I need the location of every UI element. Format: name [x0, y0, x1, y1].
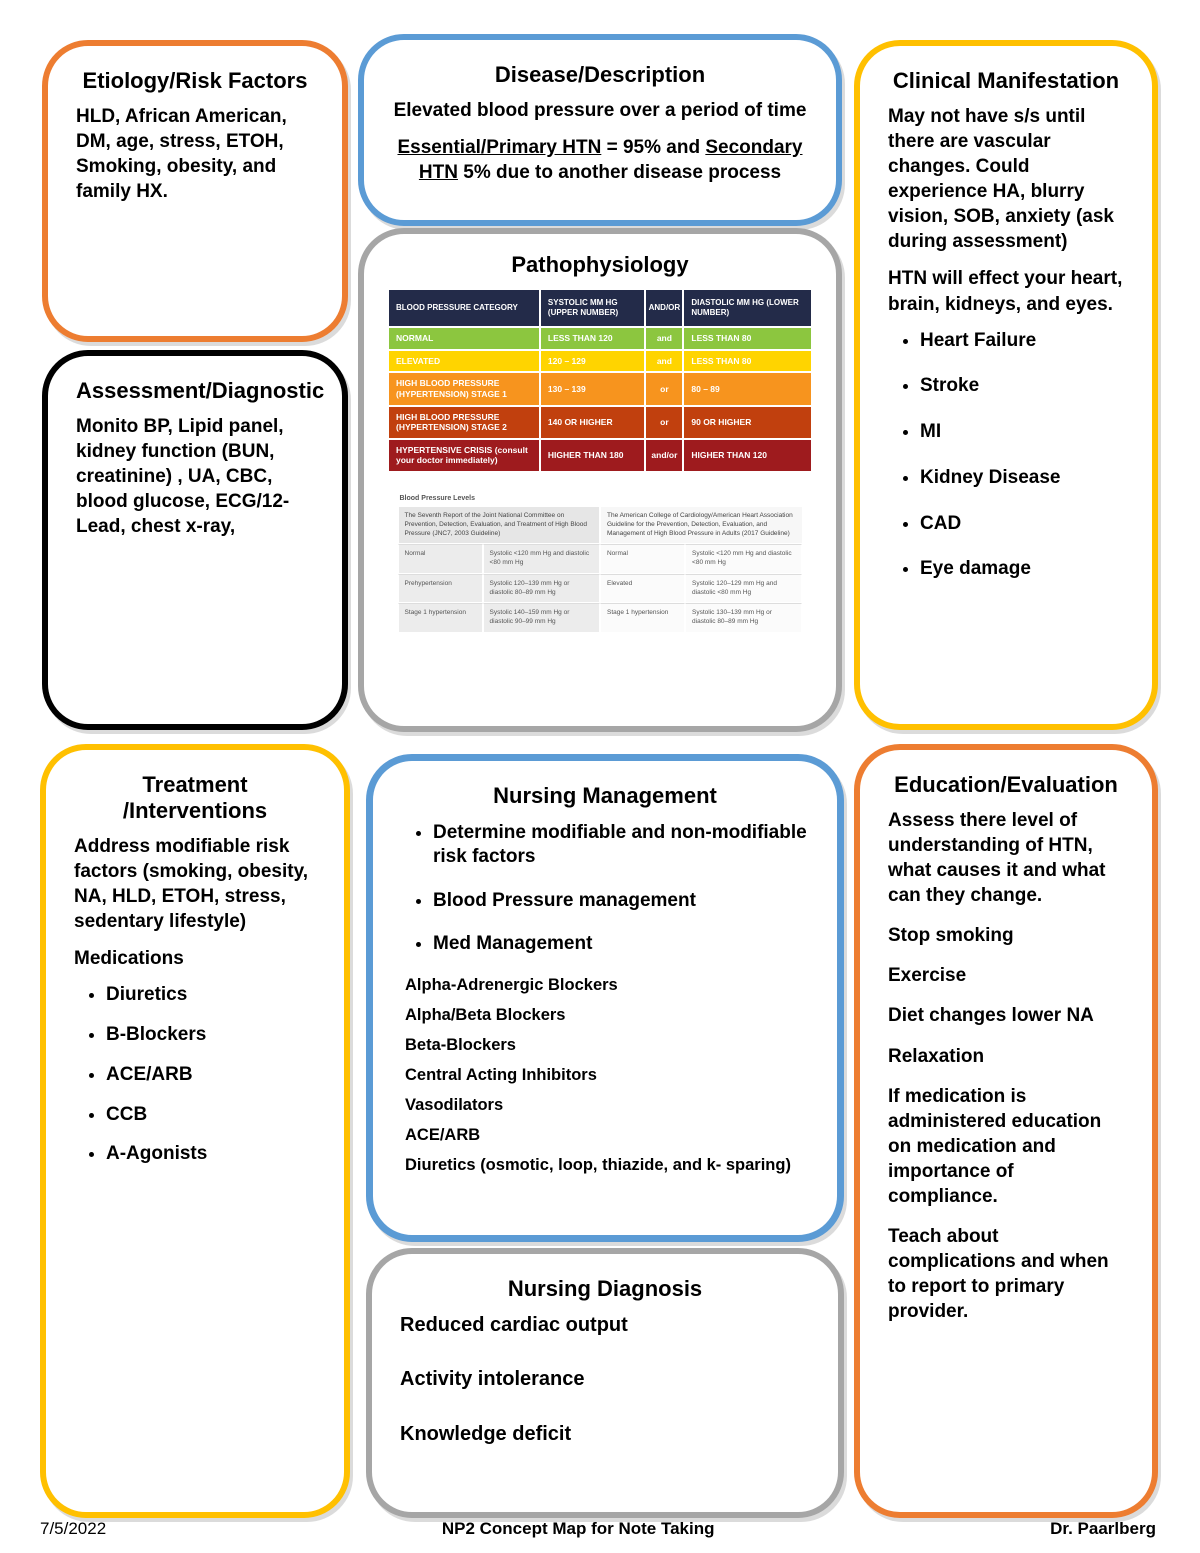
nursing-management-box	[366, 754, 844, 1242]
treatment-bullet: • A-Agonists	[106, 1142, 316, 1166]
guideline-cell: Elevated	[600, 574, 685, 604]
nursing-management-bullet: • Determine modifiable and non-modifiable risk factors	[433, 821, 809, 869]
medication-class-list	[405, 976, 809, 1175]
guideline-cell: Normal	[600, 544, 685, 574]
bp-table-header-row	[389, 290, 811, 326]
treatment-bullet: • Diuretics	[106, 983, 316, 1007]
etiology-box	[42, 40, 348, 342]
education-paragraph: Stop smoking	[888, 925, 1014, 947]
guideline-cell: Systolic 120–139 mm Hg or diastolic 80–89 mm Hg	[483, 574, 600, 604]
guideline-cell: Systolic 140–159 mm Hg or diastolic 90–99 mm Hg	[483, 603, 600, 633]
clinical-bullet: • Eye damage	[920, 557, 1124, 581]
nursing-management-bullet: • Blood Pressure management	[433, 889, 809, 913]
clinical-title: Clinical Manifestation	[892, 68, 1120, 93]
treatment-title: Treatment /Interventions	[122, 772, 268, 823]
clinical-bullet: • Heart Failure	[920, 329, 1124, 353]
clinical-para1: May not have s/s until there are vascular changes. Could experience HA, blurry vision, SOB, anxiety (ask during assessment)	[888, 106, 1114, 253]
medication-class: Central Acting Inhibitors	[405, 1066, 597, 1084]
guideline-table-caption: Blood Pressure Levels	[399, 495, 475, 502]
guideline-cell: Stage 1 hypertension	[600, 603, 685, 633]
bp-cell-andor: and/or	[646, 440, 684, 471]
clinical-bullet: • MI	[920, 420, 1124, 444]
education-paragraph: Relaxation	[888, 1045, 985, 1067]
nursing-diagnosis-title: Nursing Diagnosis	[507, 1276, 703, 1301]
assessment-title: Assessment/Diagnostic	[76, 378, 325, 403]
etiology-title: Etiology/Risk Factors	[82, 68, 308, 93]
guideline-cell: Systolic <120 mm Hg and diastolic <80 mm Hg	[483, 544, 600, 574]
medication-class: Diuretics (osmotic, loop, thiazide, and k- sparing)	[405, 1156, 791, 1174]
bp-header-category: BLOOD PRESSURE CATEGORY	[389, 290, 541, 326]
guideline-cell: Systolic 130–139 mm Hg or diastolic 80–89 mm Hg	[685, 603, 802, 633]
bp-row-normal	[389, 326, 811, 349]
disease-title: Disease/Description	[494, 62, 706, 87]
disease-line2	[392, 135, 808, 185]
education-paragraph: Exercise	[888, 965, 967, 987]
education-paragraph: Teach about complications and when to report to primary provider.	[888, 1226, 1109, 1323]
bp-cell-diastolic: 90 OR HIGHER	[691, 416, 752, 427]
bp-cell-diastolic: LESS THAN 80	[691, 355, 752, 366]
treatment-para2: Medications	[74, 948, 184, 970]
guideline-row	[398, 574, 803, 604]
guideline-cell: Stage 1 hypertension	[398, 603, 483, 633]
clinical-manifestation-box	[854, 40, 1158, 730]
guideline-header-jnc7: The Seventh Report of the Joint National Committee on Prevention, Detection, Evaluation, and Treatment of High Blood Pressure (JNC7, 2003 Guideline)	[398, 506, 601, 544]
bp-row-elevated	[389, 349, 811, 372]
guideline-table-header	[398, 506, 803, 544]
nursing-diagnosis-item: Reduced cardiac output	[400, 1314, 628, 1336]
medication-class: Beta-Blockers	[405, 1036, 516, 1054]
nursing-diagnosis-box	[366, 1248, 844, 1518]
nursing-management-bullet: • Med Management	[433, 932, 809, 956]
bp-cell-diastolic: LESS THAN 80	[691, 333, 752, 343]
bp-row-crisis	[389, 438, 811, 471]
education-paragraph: If medication is administered education on medication and importance of compliance.	[888, 1085, 1102, 1207]
pathophysiology-box	[358, 228, 842, 732]
clinical-bullet: • CAD	[920, 512, 1124, 536]
disease-line1: Elevated blood pressure over a period of time	[393, 100, 807, 121]
medication-class: Vasodilators	[405, 1096, 504, 1114]
treatment-bullet-list	[80, 983, 316, 1166]
bp-cell-andor: or	[646, 373, 684, 404]
treatment-bullet: • CCB	[106, 1103, 316, 1127]
bp-cell-diastolic: HIGHER THAN 120	[691, 450, 767, 461]
bp-row-stage2	[389, 405, 811, 438]
treatment-bullet: • ACE/ARB	[106, 1063, 316, 1087]
medication-class: Alpha/Beta Blockers	[405, 1006, 566, 1024]
bp-cell-category: ELEVATED	[389, 351, 541, 372]
disease-secondary-htn: Secondary HTN	[418, 137, 803, 184]
guideline-row	[398, 544, 803, 574]
treatment-para1: Address modifiable risk factors (smoking, obesity, NA, HLD, ETOH, stress, sedentary lifestyle)	[74, 836, 309, 933]
education-title: Education/Evaluation	[894, 772, 1118, 797]
nursing-diagnosis-item: Activity intolerance	[400, 1368, 585, 1391]
guideline-header-acc: The American College of Cardiology/American Heart Association Guideline for the Prevention, Detection, Evaluation, and Management of High Blood Pressure in Adults (2017 Guideline)	[600, 506, 803, 544]
bp-cell-systolic: 120 – 129	[541, 351, 647, 372]
bp-cell-category: HIGH BLOOD PRESSURE (HYPERTENSION) STAGE 1	[389, 373, 541, 404]
guideline-cell: Prehypertension	[398, 574, 483, 604]
nursing-management-bullet-list	[407, 821, 809, 956]
bp-header-andor: AND/OR	[646, 290, 684, 326]
bp-row-stage1	[389, 371, 811, 404]
bp-cell-andor: and	[646, 351, 684, 372]
clinical-bullet: • Kidney Disease	[920, 466, 1124, 490]
guideline-cell: Systolic 120–129 mm Hg and diastolic <80 mm Hg	[685, 574, 802, 604]
pathophysiology-title: Pathophysiology	[511, 252, 689, 277]
guideline-comparison-table	[398, 495, 803, 633]
medication-class: Alpha-Adrenergic Blockers	[405, 976, 618, 994]
guideline-row	[398, 603, 803, 633]
nursing-management-title: Nursing Management	[493, 783, 717, 808]
guideline-cell: Normal	[398, 544, 483, 574]
etiology-body: HLD, African American, DM, age, stress, ETOH, Smoking, obesity, and family HX.	[76, 106, 287, 203]
clinical-bullet-list	[894, 329, 1124, 582]
clinical-bullet: • Stroke	[920, 374, 1124, 398]
bp-header-diastolic: DIASTOLIC MM HG (LOWER NUMBER)	[691, 298, 799, 317]
guideline-cell: Systolic <120 mm Hg and diastolic <80 mm Hg	[685, 544, 802, 574]
bp-cell-category: HIGH BLOOD PRESSURE (HYPERTENSION) STAGE 2	[389, 407, 541, 438]
medication-class: ACE/ARB	[405, 1126, 481, 1144]
education-paragraph: Assess there level of understanding of HTN, what causes it and what can they change.	[888, 810, 1106, 907]
bp-cell-andor: and	[646, 328, 684, 349]
assessment-diagnostic-box	[42, 350, 348, 730]
bp-cell-andor: or	[646, 407, 684, 438]
disease-mid-text: = 95% and	[601, 137, 706, 159]
nursing-diagnosis-item: Knowledge deficit	[400, 1422, 572, 1445]
bp-cell-systolic: 130 – 139	[541, 373, 647, 404]
bp-cell-category: HYPERTENSIVE CRISIS (consult your doctor immediately)	[389, 440, 541, 471]
assessment-body: Monito BP, Lipid panel, kidney function (BUN, creatinine) , UA, CBC, blood glucose, ECG/12-Lead, chest x-ray,	[76, 416, 290, 538]
page-footer	[40, 1519, 1156, 1539]
education-paragraph: Diet changes lower NA	[888, 1005, 1094, 1027]
footer-date: 7/5/2022	[40, 1519, 107, 1538]
disease-description-box	[358, 34, 842, 226]
bp-cell-systolic: 140 OR HIGHER	[541, 407, 647, 438]
clinical-para2: HTN will effect your heart, brain, kidneys, and eyes.	[888, 268, 1123, 315]
disease-primary-htn: Essential/Primary HTN	[397, 137, 602, 159]
education-evaluation-box	[854, 744, 1158, 1518]
footer-author: Dr. Paarlberg	[1050, 1519, 1156, 1538]
blood-pressure-category-table	[389, 290, 811, 471]
treatment-bullet: • B-Blockers	[106, 1023, 316, 1047]
footer-title: NP2 Concept Map for Note Taking	[441, 1519, 715, 1538]
bp-header-systolic: SYSTOLIC MM HG (UPPER NUMBER)	[541, 290, 647, 326]
bp-cell-category: NORMAL	[389, 328, 541, 349]
bp-cell-systolic: LESS THAN 120	[541, 328, 647, 349]
treatment-interventions-box	[40, 744, 350, 1518]
bp-cell-diastolic: 80 – 89	[691, 383, 720, 394]
bp-cell-systolic: HIGHER THAN 180	[541, 440, 647, 471]
disease-end-text: 5% due to another disease process	[457, 162, 782, 184]
